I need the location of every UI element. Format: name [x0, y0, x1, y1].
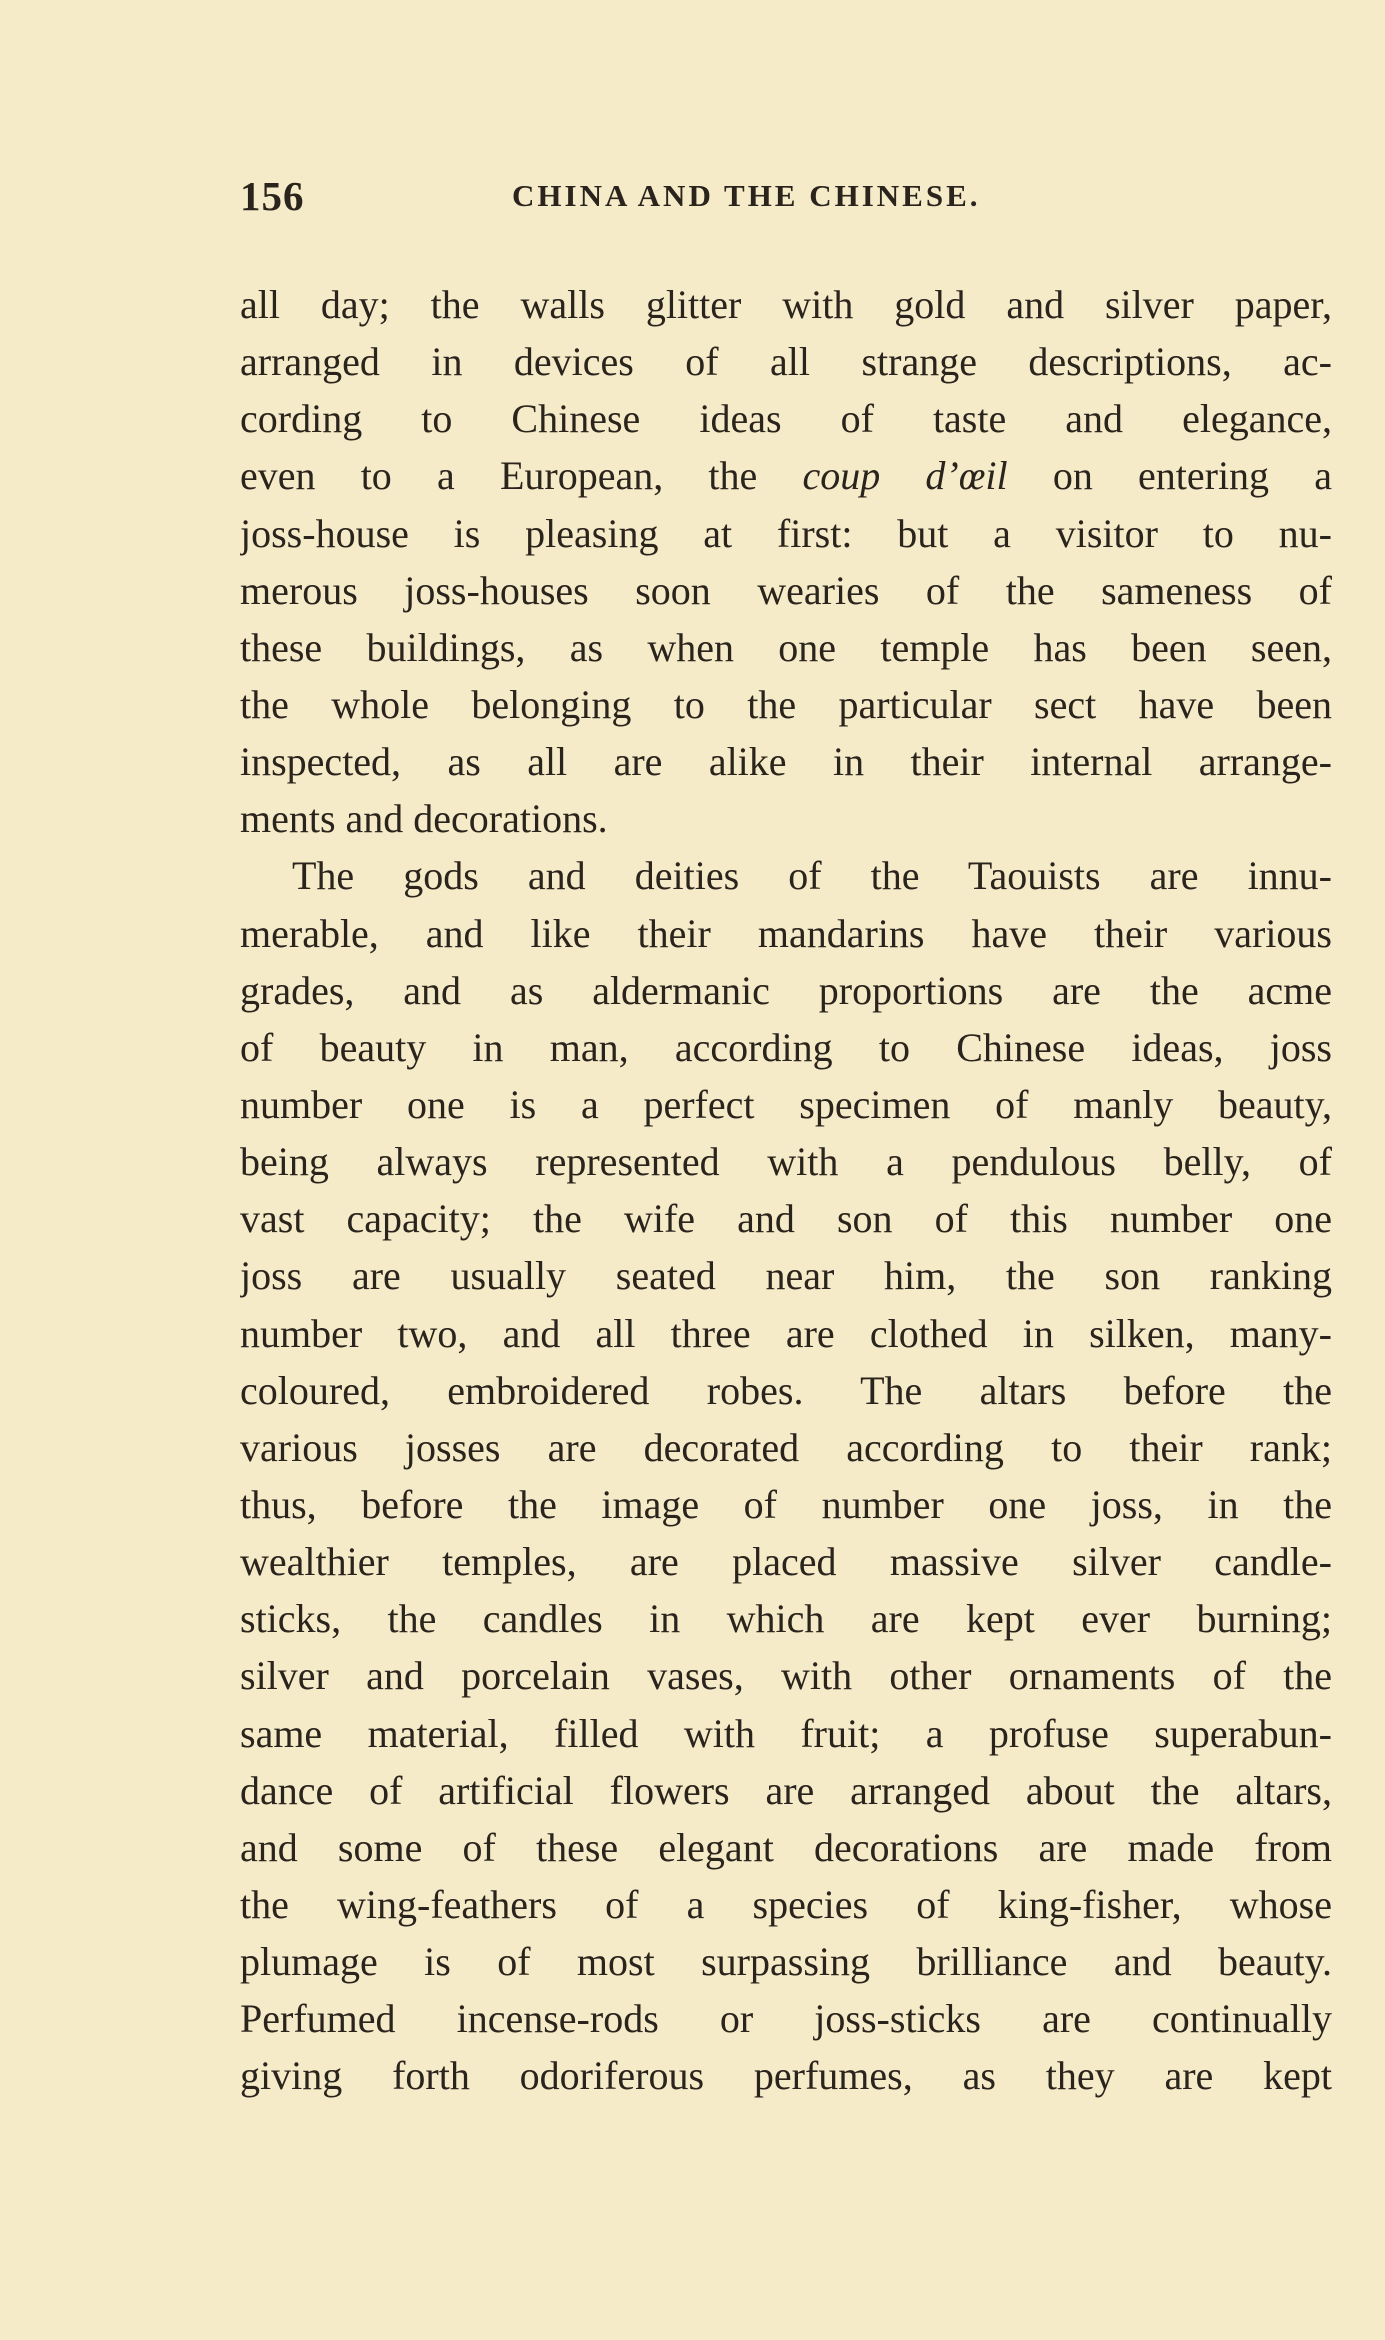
text-line: vast capacity; the wife and son of this number one	[240, 1196, 1332, 1242]
text-segment: even to a European, the	[240, 453, 803, 499]
page-header	[240, 172, 1342, 232]
paragraph-first-line: The gods and deities of the Taouists are innu-	[292, 853, 1332, 899]
text-line: arranged in devices of all strange descriptions, ac-	[240, 339, 1332, 385]
text-line: these buildings, as when one temple has been seen,	[240, 624, 1332, 670]
text-line: merous joss-houses soon wearies of the sameness of	[240, 567, 1332, 613]
text-line: and some of these elegant decorations are made from	[240, 1824, 1332, 1870]
text-line: grades, and as aldermanic proportions are the acme	[240, 967, 1332, 1013]
text-line: number two, and all three are clothed in silken, many-	[240, 1310, 1332, 1356]
paragraph-last-line: ments and decorations.	[240, 796, 608, 842]
text-line: all day; the walls glitter with gold and silver paper,	[240, 282, 1332, 327]
text-line: coloured, embroidered robes. The altars before the	[240, 1367, 1332, 1413]
text-line: dance of artificial flowers are arranged about the altars,	[240, 1767, 1332, 1813]
text-segment: on entering a	[1007, 453, 1332, 499]
text-line: giving forth odoriferous perfumes, as they are kept	[240, 2053, 1332, 2099]
text-line: being always represented with a pendulous belly, of	[240, 1139, 1332, 1185]
text-line: joss-house is pleasing at first: but a visitor to nu-	[240, 510, 1332, 556]
page-number: 156	[240, 173, 305, 219]
text-line: plumage is of most surpassing brilliance and beauty.	[240, 1939, 1332, 1985]
text-line: the wing-feathers of a species of king-fisher, whose	[240, 1881, 1332, 1927]
text-line: silver and porcelain vases, with other ornaments of the	[240, 1653, 1332, 1699]
text-line: various josses are decorated according to their rank;	[240, 1424, 1332, 1470]
text-line: cording to Chinese ideas of taste and elegance,	[240, 396, 1332, 442]
text-line: merable, and like their mandarins have their various	[240, 910, 1332, 956]
text-line: wealthier temples, are placed massive silver candle-	[240, 1539, 1332, 1585]
text-line: sticks, the candles in which are kept ever burning;	[240, 1596, 1332, 1642]
text-line: Perfumed incense-rods or joss-sticks are continually	[240, 1996, 1332, 2042]
text-line: joss are usually seated near him, the son ranking	[240, 1253, 1332, 1299]
text-line: the whole belonging to the particular sect have been	[240, 681, 1332, 727]
body-text	[240, 276, 1332, 2105]
text-line: same material, filled with fruit; a profuse superabun-	[240, 1710, 1332, 1756]
text-line-with-italic	[240, 447, 1332, 504]
running-head: CHINA AND THE CHINESE.	[512, 178, 981, 213]
italic-phrase: coup d’œil	[802, 453, 1008, 499]
text-line: thus, before the image of number one joss, in the	[240, 1481, 1332, 1527]
text-line: of beauty in man, according to Chinese ideas, joss	[240, 1024, 1332, 1070]
text-line: inspected, as all are alike in their internal arrange-	[240, 739, 1332, 785]
text-line: number one is a perfect specimen of manly beauty,	[240, 1081, 1332, 1127]
